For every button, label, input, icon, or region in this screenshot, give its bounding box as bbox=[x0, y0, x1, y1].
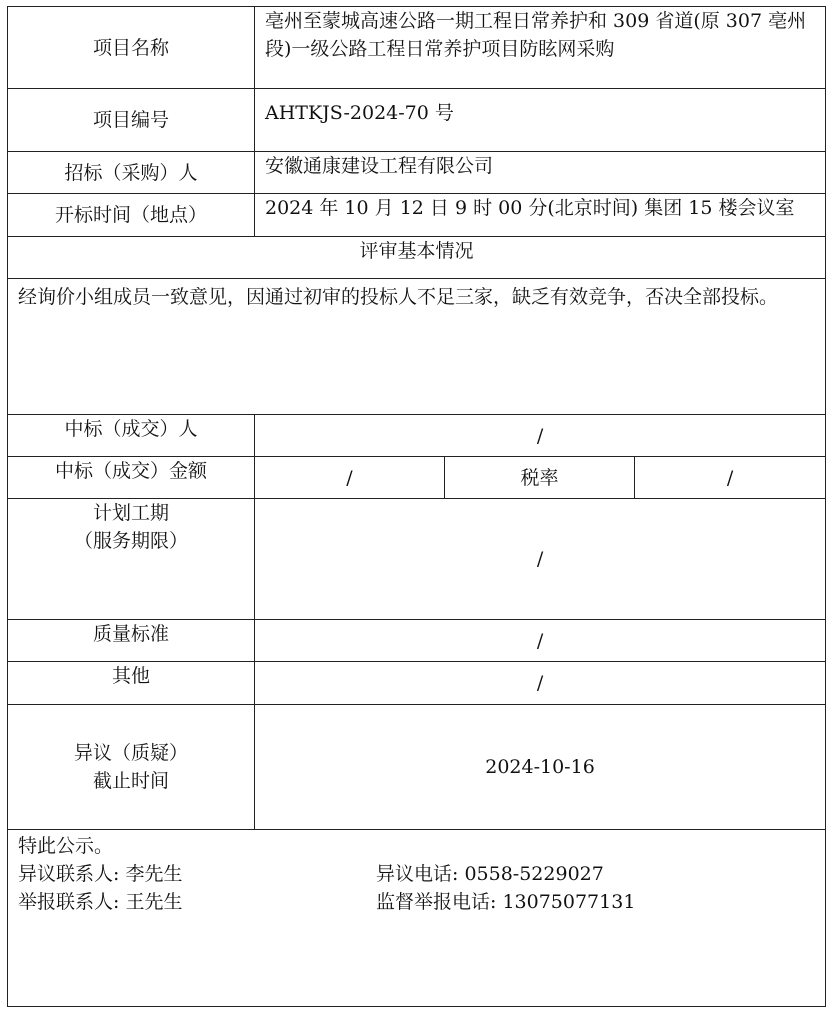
tax-rate-value: / bbox=[635, 457, 826, 499]
project-name-value: 亳州至蒙城高速公路一期工程日常养护和 309 省道(原 307 亳州段)一级公路工程日常养护项目防眩网采购 bbox=[255, 7, 826, 89]
schedule-label bbox=[8, 499, 255, 620]
tenderer-label: 招标（采购）人 bbox=[8, 152, 255, 194]
quality-label: 质量标准 bbox=[8, 620, 255, 662]
other-row bbox=[8, 662, 826, 705]
tenderer-value: 安徽通康建设工程有限公司 bbox=[255, 152, 826, 194]
other-label: 其他 bbox=[8, 662, 255, 705]
review-text-row bbox=[8, 279, 826, 415]
winner-label: 中标（成交）人 bbox=[8, 415, 255, 457]
schedule-row bbox=[8, 499, 826, 620]
objection-contact: 异议联系人: 李先生 bbox=[18, 863, 183, 885]
objection-phone: 异议电话: 0558-5229027 bbox=[376, 863, 604, 885]
opening-label: 开标时间（地点） bbox=[8, 194, 255, 237]
project-number-row bbox=[8, 89, 826, 152]
quality-row bbox=[8, 620, 826, 662]
schedule-value: / bbox=[255, 499, 826, 620]
footer-row bbox=[8, 830, 826, 1007]
objection-label bbox=[8, 705, 255, 830]
schedule-label-line1: 计划工期 bbox=[92, 502, 169, 524]
opening-value: 2024 年 10 月 12 日 9 时 00 分(北京时间) 集团 15 楼会议室 bbox=[255, 194, 826, 237]
notice-table bbox=[7, 6, 826, 1007]
tax-rate-label: 税率 bbox=[445, 457, 635, 499]
project-number-label: 项目编号 bbox=[8, 89, 255, 152]
objection-label-line1: 异议（质疑） bbox=[73, 742, 188, 764]
report-contact: 举报联系人: 王先生 bbox=[18, 891, 183, 913]
project-name-row bbox=[8, 7, 826, 89]
amount-label: 中标（成交）金额 bbox=[8, 457, 255, 499]
quality-value: / bbox=[255, 620, 826, 662]
amount-row bbox=[8, 457, 826, 499]
objection-row bbox=[8, 705, 826, 830]
review-text bbox=[8, 279, 826, 415]
review-paragraph: 经询价小组成员一致意见，因通过初审的投标人不足三家，缺乏有效竞争，否决全部投标。 bbox=[18, 286, 779, 308]
objection-label-line2: 截止时间 bbox=[92, 770, 169, 792]
tenderer-row bbox=[8, 152, 826, 194]
winner-row bbox=[8, 415, 826, 457]
report-contact-line bbox=[18, 888, 819, 916]
review-heading: 评审基本情况 bbox=[8, 237, 826, 279]
other-value: / bbox=[255, 662, 826, 705]
footer-cell bbox=[8, 830, 826, 1007]
announce-text: 特此公示。 bbox=[18, 835, 114, 857]
project-name-label: 项目名称 bbox=[8, 7, 255, 89]
winner-value: / bbox=[255, 415, 826, 457]
review-heading-row bbox=[8, 237, 826, 279]
opening-row bbox=[8, 194, 826, 237]
report-phone: 监督举报电话: 13075077131 bbox=[376, 891, 636, 913]
amount-value: / bbox=[255, 457, 445, 499]
objection-deadline: 2024-10-16 bbox=[255, 705, 826, 830]
project-number-value: AHTKJS-2024-70 号 bbox=[255, 89, 826, 152]
schedule-label-line2: （服务期限） bbox=[73, 530, 188, 552]
objection-contact-line bbox=[18, 860, 819, 888]
